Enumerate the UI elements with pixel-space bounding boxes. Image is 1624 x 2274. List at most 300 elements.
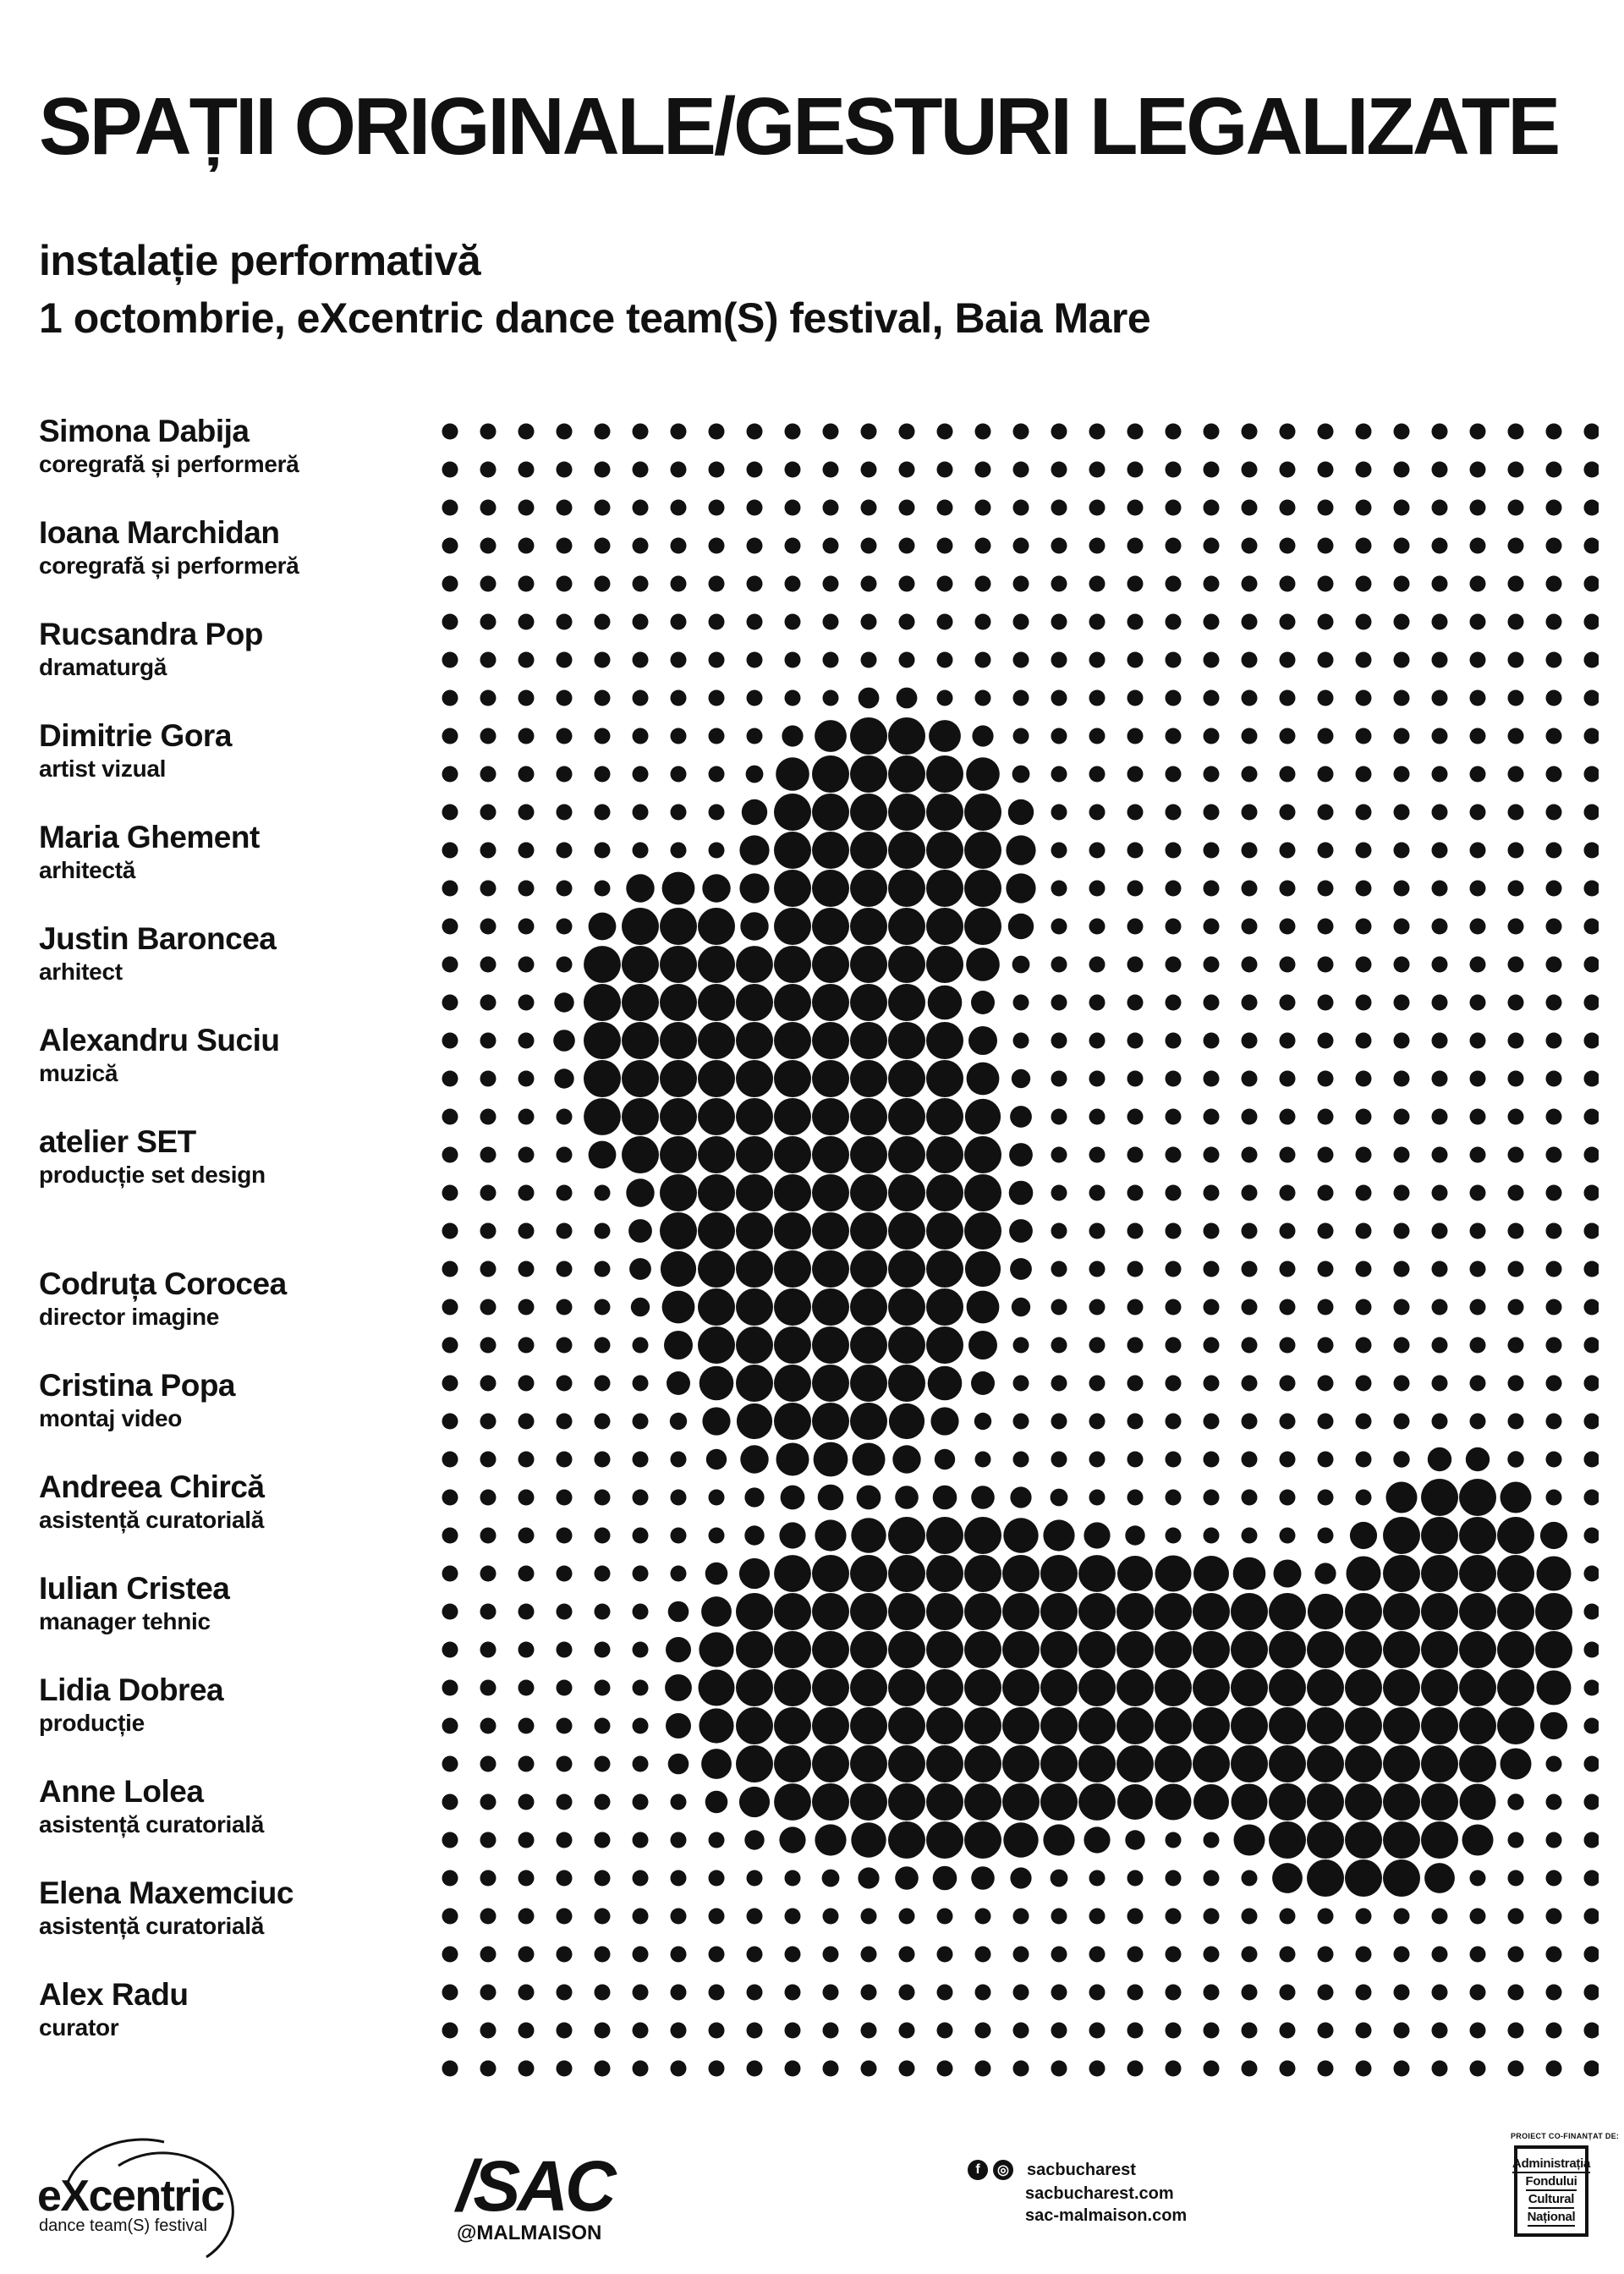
credit-item xyxy=(39,920,428,1022)
halftone-dot xyxy=(1051,1185,1067,1201)
instagram-icon[interactable]: ◎ xyxy=(993,2160,1013,2180)
halftone-dot xyxy=(671,805,687,821)
halftone-dot xyxy=(1234,1825,1265,1856)
halftone-dot xyxy=(1043,1824,1074,1855)
halftone-dot xyxy=(1432,1033,1448,1049)
halftone-dot xyxy=(1394,1147,1410,1163)
halftone-dot xyxy=(442,462,458,478)
halftone-dot xyxy=(1006,835,1035,865)
halftone-dot xyxy=(967,1063,1000,1096)
halftone-dot xyxy=(1127,424,1144,440)
halftone-dot xyxy=(622,908,659,945)
halftone-dot xyxy=(671,462,687,478)
halftone-dot xyxy=(557,1947,573,1963)
halftone-dot xyxy=(747,1947,763,1963)
halftone-dot xyxy=(670,1413,687,1430)
halftone-dot xyxy=(595,1604,611,1620)
halftone-dot xyxy=(1089,538,1106,554)
halftone-dot xyxy=(850,1593,887,1630)
halftone-dot xyxy=(557,1870,573,1887)
halftone-dot xyxy=(667,1371,690,1395)
halftone-dot xyxy=(937,538,953,554)
credit-role: dramaturgă xyxy=(39,654,167,680)
halftone-dot xyxy=(1584,995,1599,1011)
halftone-dot xyxy=(1497,1555,1534,1592)
halftone-dot xyxy=(442,766,458,783)
halftone-dot xyxy=(1204,1490,1220,1506)
halftone-dot xyxy=(1432,766,1448,783)
halftone-dot xyxy=(557,1794,573,1810)
halftone-dot xyxy=(1432,1947,1448,1963)
halftone-dot xyxy=(972,725,993,746)
halftone-dot xyxy=(899,538,915,554)
halftone-dot xyxy=(1116,1631,1154,1668)
halftone-dot xyxy=(518,1642,535,1658)
halftone-dot xyxy=(926,794,963,831)
halftone-dot xyxy=(1356,995,1372,1011)
halftone-dot xyxy=(584,1022,621,1059)
halftone-dot xyxy=(1584,1642,1599,1658)
halftone-dot xyxy=(812,1631,849,1668)
halftone-dot xyxy=(1318,1109,1334,1125)
excentric-tagline: dance team(S) festival xyxy=(39,2216,207,2235)
halftone-dot xyxy=(709,690,725,706)
halftone-dot xyxy=(557,805,573,821)
halftone-dot xyxy=(1345,1707,1382,1744)
halftone-dot xyxy=(518,1718,535,1734)
halftone-dot xyxy=(739,1787,770,1817)
halftone-dot xyxy=(1470,614,1486,630)
halftone-dot xyxy=(480,766,497,783)
halftone-dot xyxy=(442,1147,458,1163)
halftone-dot xyxy=(1432,995,1448,1011)
halftone-dot xyxy=(926,1555,963,1592)
halftone-dot xyxy=(1089,2061,1106,2077)
halftone-dot xyxy=(975,1909,991,1925)
halftone-dot xyxy=(1204,1261,1220,1277)
halftone-dot xyxy=(1078,1707,1116,1744)
halftone-dot xyxy=(937,2061,953,2077)
halftone-dot xyxy=(442,424,458,440)
halftone-dot xyxy=(671,1490,687,1506)
halftone-dot xyxy=(1280,843,1296,859)
halftone-dot xyxy=(1166,1832,1182,1848)
halftone-dot xyxy=(899,652,915,668)
halftone-dot xyxy=(1010,1258,1032,1280)
halftone-dot xyxy=(480,424,497,440)
facebook-icon[interactable]: f xyxy=(968,2160,988,2180)
halftone-dot xyxy=(774,1593,811,1630)
halftone-dot xyxy=(1584,1376,1599,1392)
halftone-dot xyxy=(1089,1414,1106,1430)
halftone-dot xyxy=(861,538,877,554)
halftone-dot xyxy=(1421,1631,1458,1668)
halftone-dot xyxy=(774,832,811,869)
halftone-dot xyxy=(480,1452,497,1468)
halftone-dot xyxy=(1127,462,1144,478)
halftone-dot xyxy=(774,1555,811,1592)
halftone-dot xyxy=(935,1449,955,1469)
halftone-dot xyxy=(1318,728,1334,744)
halftone-dot xyxy=(1394,1109,1410,1125)
halftone-dot xyxy=(1584,1337,1599,1354)
halftone-dot xyxy=(1546,1033,1562,1049)
halftone-dot xyxy=(1432,843,1448,859)
halftone-dot xyxy=(812,832,849,869)
halftone-dot xyxy=(633,424,649,440)
halftone-dot xyxy=(1012,956,1030,974)
halftone-dot xyxy=(702,1407,730,1435)
halftone-dot xyxy=(1470,728,1486,744)
halftone-dot xyxy=(861,1985,877,2001)
halftone-dot xyxy=(1497,1669,1534,1706)
website-link[interactable]: sacbucharest.com xyxy=(1025,2184,1174,2203)
halftone-dot xyxy=(1356,1299,1372,1316)
halftone-dot xyxy=(892,1445,920,1473)
halftone-dot xyxy=(442,805,458,821)
halftone-dot xyxy=(1242,843,1258,859)
halftone-dot xyxy=(480,1604,497,1620)
halftone-dot xyxy=(785,538,801,554)
afcn-line: Fondului xyxy=(1526,2173,1577,2191)
halftone-dot xyxy=(1204,957,1220,973)
halftone-dot xyxy=(1051,614,1067,630)
halftone-dot xyxy=(1013,728,1029,744)
halftone-dot xyxy=(1584,1604,1599,1620)
halftone-dot xyxy=(1421,1517,1458,1554)
halftone-dot xyxy=(926,1631,963,1668)
halftone-dot xyxy=(595,728,611,744)
halftone-dot xyxy=(709,1528,725,1544)
halftone-dot xyxy=(1584,1566,1599,1582)
halftone-dot xyxy=(480,1832,497,1848)
halftone-dot xyxy=(1383,1631,1420,1668)
halftone-dot xyxy=(1546,805,1562,821)
halftone-dot xyxy=(442,1756,458,1772)
halftone-dot xyxy=(1356,919,1372,935)
halftone-dot xyxy=(660,1060,697,1097)
halftone-dot xyxy=(622,1060,659,1097)
halftone-dot xyxy=(1204,576,1220,592)
halftone-dot xyxy=(698,1288,735,1326)
halftone-dot xyxy=(1383,1745,1420,1782)
halftone-dot xyxy=(850,946,887,983)
halftone-dot xyxy=(557,500,573,516)
halftone-dot xyxy=(557,1756,573,1772)
halftone-dot xyxy=(1269,1821,1306,1859)
halftone-dot xyxy=(595,1566,611,1582)
halftone-dot xyxy=(595,538,611,554)
credit-role: artist vizual xyxy=(39,755,167,782)
halftone-dot xyxy=(1546,1223,1562,1239)
halftone-dot xyxy=(1540,1712,1567,1739)
halftone-dot xyxy=(1242,1109,1258,1125)
halftone-dot xyxy=(1051,1489,1068,1507)
halftone-dot xyxy=(971,991,995,1014)
halftone-dot xyxy=(1166,1223,1182,1239)
halftone-dot xyxy=(736,1060,773,1097)
halftone-dot xyxy=(736,1365,773,1402)
halftone-dot xyxy=(1432,881,1448,897)
halftone-dot xyxy=(782,725,803,746)
halftone-dot xyxy=(518,1832,535,1848)
halftone-dot xyxy=(584,1060,621,1097)
halftone-dot xyxy=(1166,1985,1182,2001)
halftone-dot xyxy=(557,652,573,668)
halftone-dot xyxy=(1089,652,1106,668)
halftone-dot xyxy=(1204,766,1220,783)
halftone-dot xyxy=(1127,538,1144,554)
halftone-dot xyxy=(1155,1631,1192,1668)
halftone-dot xyxy=(1051,766,1067,783)
halftone-dot xyxy=(1280,805,1296,821)
halftone-dot xyxy=(1280,1109,1296,1125)
halftone-dot xyxy=(1546,1261,1562,1277)
halftone-dot xyxy=(1193,1593,1230,1630)
halftone-dot xyxy=(1394,1376,1410,1392)
halftone-dot xyxy=(480,2061,497,2077)
halftone-dot xyxy=(633,1642,649,1658)
halftone-dot xyxy=(888,1745,925,1782)
halftone-dot xyxy=(442,1794,458,1810)
halftone-dot xyxy=(518,1376,535,1392)
halftone-dot xyxy=(1051,2023,1067,2039)
halftone-dot xyxy=(1280,1452,1296,1468)
halftone-dot xyxy=(1584,1071,1599,1087)
halftone-dot xyxy=(1193,1631,1230,1668)
halftone-dot xyxy=(1345,1859,1382,1897)
halftone-dot xyxy=(702,874,730,902)
halftone-dot xyxy=(1006,873,1035,903)
halftone-dot xyxy=(442,1604,458,1620)
halftone-dot xyxy=(1356,1147,1372,1163)
halftone-dot xyxy=(974,1413,991,1430)
halftone-dot xyxy=(774,794,811,831)
halftone-dot xyxy=(595,1985,611,2001)
halftone-dot xyxy=(1584,1947,1599,1963)
halftone-dot xyxy=(1394,728,1410,744)
halftone-dot xyxy=(1242,2023,1258,2039)
halftone-dot xyxy=(705,1791,728,1814)
credits-list xyxy=(39,413,428,2078)
halftone-dot xyxy=(888,946,925,983)
halftone-dot xyxy=(1584,919,1599,935)
halftone-dot xyxy=(480,995,497,1011)
halftone-dot xyxy=(774,1745,811,1782)
halftone-dot xyxy=(557,919,573,935)
halftone-dot xyxy=(1116,1707,1154,1744)
halftone-dot xyxy=(1383,1517,1420,1554)
halftone-dot xyxy=(1051,538,1067,554)
halftone-dot xyxy=(1231,1631,1268,1668)
halftone-dot xyxy=(595,1223,611,1239)
halftone-dot xyxy=(709,576,725,592)
halftone-dot xyxy=(1242,1452,1258,1468)
halftone-dot xyxy=(1394,500,1410,516)
halftone-dot xyxy=(1242,500,1258,516)
halftone-dot xyxy=(785,1947,801,1963)
halftone-dot xyxy=(595,1261,611,1277)
halftone-dot xyxy=(633,538,649,554)
halftone-dot xyxy=(1497,1517,1534,1554)
halftone-dot xyxy=(1459,1479,1496,1516)
halftone-dot xyxy=(812,1555,849,1592)
halftone-dot xyxy=(1470,1337,1486,1354)
halftone-dot xyxy=(1356,805,1372,821)
halftone-dot xyxy=(1127,957,1144,973)
halftone-dot xyxy=(518,1147,535,1163)
halftone-dot xyxy=(1318,576,1334,592)
halftone-dot xyxy=(1318,1985,1334,2001)
halftone-dot xyxy=(1040,1555,1078,1592)
sac-logo xyxy=(457,2146,626,2244)
halftone-dot xyxy=(1432,1414,1448,1430)
halftone-dot xyxy=(518,2023,535,2039)
halftone-dot xyxy=(850,1212,887,1250)
halftone-dot xyxy=(1166,1299,1182,1316)
halftone-dot xyxy=(1242,1223,1258,1239)
halftone-dot xyxy=(1393,1451,1409,1467)
halftone-dot xyxy=(1584,2023,1599,2039)
halftone-dot xyxy=(1008,914,1034,939)
halftone-dot xyxy=(1470,500,1486,516)
halftone-dot xyxy=(1051,957,1067,973)
halftone-dot xyxy=(1051,424,1067,440)
credit-item xyxy=(39,616,428,717)
halftone-dot xyxy=(1089,1261,1106,1277)
halftone-dot xyxy=(442,1870,458,1887)
halftone-dot xyxy=(1089,1223,1106,1239)
website-link[interactable]: sac-malmaison.com xyxy=(1025,2206,1188,2225)
halftone-dot xyxy=(671,1566,687,1582)
halftone-dot xyxy=(557,424,573,440)
halftone-dot xyxy=(1155,1556,1192,1592)
halftone-dot xyxy=(823,614,839,630)
halftone-dot xyxy=(774,1212,811,1250)
halftone-dot xyxy=(1394,614,1410,630)
halftone-dot xyxy=(633,1794,649,1810)
halftone-dot xyxy=(1507,1451,1523,1467)
halftone-dot xyxy=(480,462,497,478)
halftone-dot xyxy=(736,1707,773,1744)
halftone-dot xyxy=(1051,1985,1067,2001)
halftone-dot xyxy=(1394,1414,1410,1430)
halftone-dot xyxy=(622,946,659,983)
halftone-dot xyxy=(1193,1707,1230,1744)
halftone-dot xyxy=(1470,2061,1486,2077)
halftone-dot xyxy=(1508,766,1524,783)
halftone-dot xyxy=(1003,1518,1038,1552)
halftone-dot xyxy=(968,1026,997,1055)
halftone-dot xyxy=(709,614,725,630)
halftone-dot xyxy=(966,757,1000,791)
halftone-dot xyxy=(926,1669,963,1706)
halftone-dot xyxy=(823,500,839,516)
halftone-dot xyxy=(1013,1909,1029,1925)
halftone-dot xyxy=(1003,1822,1038,1857)
halftone-dot xyxy=(747,614,763,630)
halftone-dot xyxy=(1318,500,1334,516)
halftone-dot xyxy=(812,1403,849,1440)
halftone-dot xyxy=(660,908,697,945)
halftone-dot xyxy=(1470,1223,1486,1239)
halftone-dot xyxy=(1127,500,1144,516)
halftone-dot xyxy=(557,1718,573,1734)
halftone-dot xyxy=(1421,1821,1458,1859)
halftone-dot xyxy=(709,2023,725,2039)
credit-role: coregrafă și performeră xyxy=(39,552,299,579)
halftone-dot xyxy=(518,576,535,592)
halftone-dot xyxy=(595,843,611,859)
halftone-dot xyxy=(557,1909,573,1925)
halftone-dot xyxy=(518,1414,535,1430)
halftone-dot xyxy=(1394,2023,1410,2039)
halftone-dot xyxy=(1008,799,1034,825)
halftone-dot xyxy=(1231,1707,1268,1744)
halftone-dot xyxy=(975,576,991,592)
halftone-dot xyxy=(698,984,735,1021)
credit-name: Dimitrie Gora xyxy=(39,718,232,753)
halftone-dot xyxy=(774,908,811,945)
halftone-dot xyxy=(975,424,991,440)
halftone-dot xyxy=(1470,1947,1486,1963)
halftone-dot xyxy=(1089,1337,1106,1354)
halftone-dot xyxy=(1116,1669,1154,1706)
halftone-dot xyxy=(1127,728,1144,744)
halftone-dot xyxy=(926,1136,963,1173)
halftone-dot xyxy=(1584,576,1599,592)
halftone-dot xyxy=(740,912,768,940)
halftone-dot xyxy=(1318,1528,1334,1544)
halftone-dot xyxy=(812,1365,849,1402)
halftone-dot xyxy=(480,1680,497,1696)
halftone-dot xyxy=(785,424,801,440)
halftone-dot xyxy=(888,1288,925,1326)
credit-role: asistență curatorială xyxy=(39,1811,265,1837)
halftone-dot xyxy=(1546,1299,1562,1316)
halftone-dot xyxy=(975,690,991,706)
halftone-dot xyxy=(1318,1261,1334,1277)
halftone-dot xyxy=(1051,2061,1067,2077)
halftone-dot xyxy=(1432,805,1448,821)
social-handle[interactable]: sacbucharest xyxy=(1027,2160,1136,2179)
halftone-dot xyxy=(897,688,918,709)
halftone-dot xyxy=(1204,728,1220,744)
halftone-dot xyxy=(518,1756,535,1772)
halftone-dot xyxy=(595,1680,611,1696)
halftone-dot xyxy=(1394,995,1410,1011)
halftone-dot xyxy=(964,908,1001,945)
halftone-dot xyxy=(740,1445,768,1473)
halftone-dot xyxy=(1345,1593,1382,1630)
halftone-dot xyxy=(928,1366,963,1401)
halftone-dot xyxy=(442,1414,458,1430)
halftone-dot xyxy=(861,462,877,478)
halftone-dot xyxy=(823,1947,839,1963)
halftone-dot xyxy=(1318,1185,1334,1201)
halftone-dot xyxy=(1421,1555,1458,1592)
halftone-dot xyxy=(975,500,991,516)
halftone-dot xyxy=(1394,690,1410,706)
halftone-dot xyxy=(736,1022,773,1059)
halftone-dot xyxy=(975,614,991,630)
credit-role: director imagine xyxy=(39,1304,220,1330)
halftone-dot xyxy=(785,690,801,706)
halftone-dot xyxy=(1089,1185,1106,1201)
halftone-dot xyxy=(1508,576,1524,592)
halftone-dot xyxy=(1470,652,1486,668)
halftone-dot xyxy=(1356,1909,1372,1925)
